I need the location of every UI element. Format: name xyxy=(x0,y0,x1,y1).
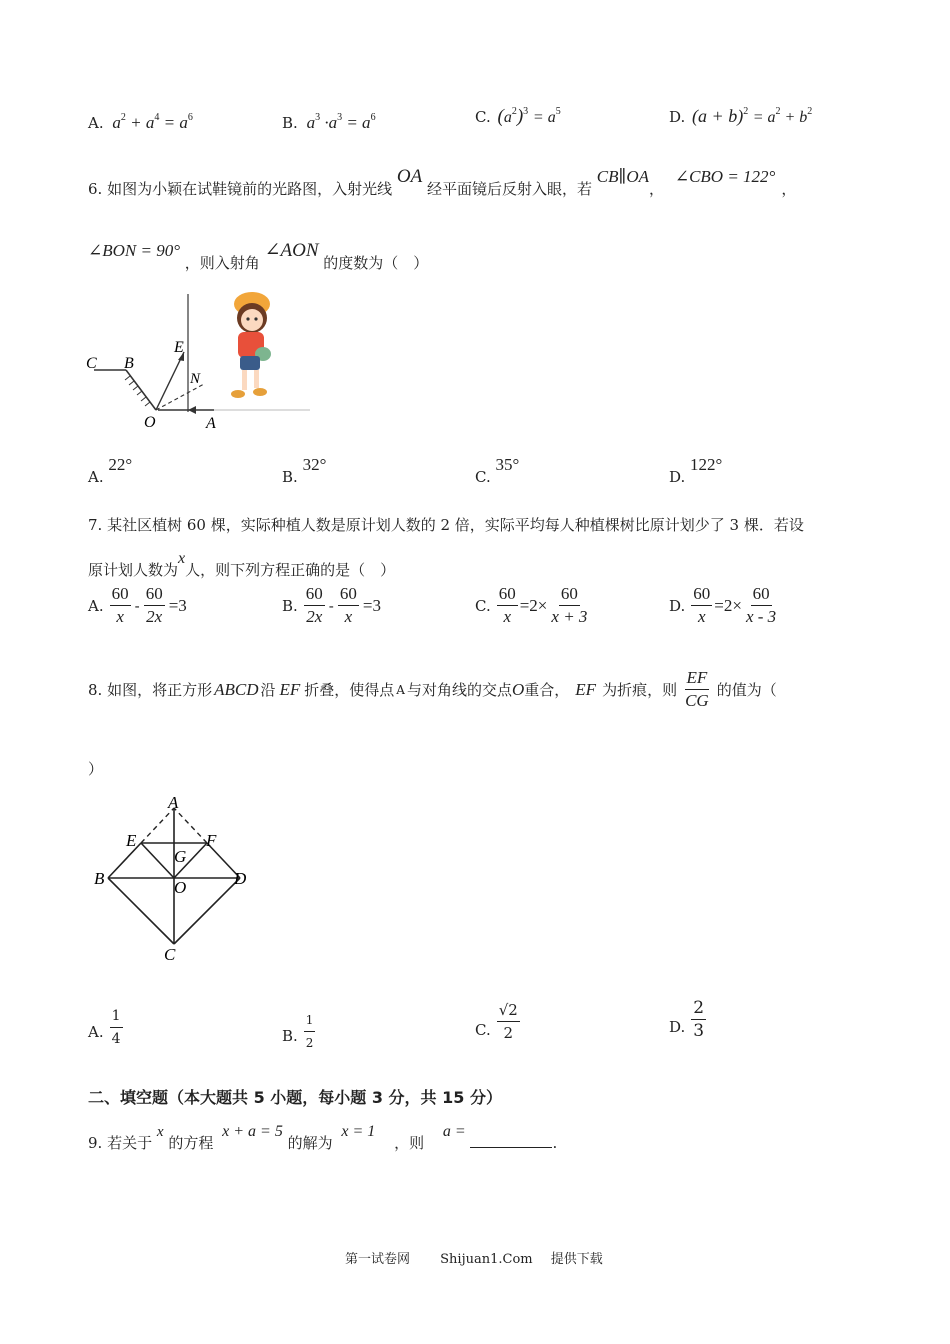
q6-option-b: B. 32° xyxy=(282,455,327,486)
girl-illustration xyxy=(231,292,271,398)
q8-segment-eo xyxy=(141,843,174,878)
q8-side-bc xyxy=(108,878,174,944)
q7-stem-line2: 原计划人数为x人，则下列方程正确的是（ ） xyxy=(88,550,396,579)
q6-mirror-bo xyxy=(126,370,156,410)
q6-label-a: A xyxy=(206,415,216,432)
q8-label-e: E xyxy=(126,831,137,850)
section-heading-fill-in: 二、填空题（本大题共 5 小题，每小题 3 分，共 15 分） xyxy=(88,1088,502,1107)
q8-label-c: C xyxy=(164,945,176,964)
q8-label-f: F xyxy=(206,831,217,850)
q6-mirror-hatch xyxy=(125,376,150,406)
q8-option-c: C. $\frac{√2}{2}$ xyxy=(475,1001,518,1042)
q6-label-n: N xyxy=(190,371,201,387)
q8-label-g: G xyxy=(174,847,187,866)
q7-option-d: D. $\frac{60}{x}$ =2× $\frac{60}{x - 3}$ xyxy=(669,584,777,626)
q6-label-o: O xyxy=(144,414,156,431)
q5-option-b: B. $a^3 \cdot a^3 = a^6$ xyxy=(282,112,376,132)
q7-stem-line1: 7. 某社区植树 60 棵，实际种植人数是原计划人数的 2 倍，实际平均每人种植棵树比原计划少了 3 棵．若设 xyxy=(88,516,804,534)
q8-stem-line1: 8. 如图，将正方形 ABCD 沿 EF 折叠，使得点 A 与对角线的交点 O 重合， EF 为折痕，则 $\frac{EF}{CG}$ 的值为（ xyxy=(88,668,777,710)
q5-option-c: C. $(a^2)^3 = a^5$ xyxy=(475,106,561,127)
footer-left: 第一试卷网 xyxy=(345,1252,411,1267)
q7-option-b: B. $\frac{60}{2x}$ - $\frac{60}{x}$ =3 xyxy=(282,584,381,626)
q8-option-b: B. $\frac{1}{2}$ xyxy=(282,1010,315,1053)
q6-label-c: C xyxy=(86,355,97,372)
q9-answer-blank[interactable] xyxy=(470,1135,552,1148)
q8-label-b: B xyxy=(94,869,105,888)
q8-label-o: O xyxy=(174,878,187,897)
q6-normal-on xyxy=(156,384,204,410)
q8-option-a: A. $\frac{1}{4}$ xyxy=(88,1008,121,1047)
q6-label-b: B xyxy=(124,355,134,372)
q8-stem-close: ） xyxy=(88,760,104,778)
q6-stem-line1: 6. 如图为小颖在试鞋镜前的光路图，入射光线 OA 经平面镜后反射入眼，若 CB∥OA， ∠CBO = 122°， xyxy=(88,166,797,198)
footer-right: 提供下载 xyxy=(550,1252,603,1267)
q6-stem-line2: ∠BON = 90° ，则入射角 ∠AON 的度数为（ ） xyxy=(88,240,429,272)
q8-label-d: D xyxy=(234,869,247,888)
footer-site[interactable]: Shijuan1.Com xyxy=(440,1252,533,1267)
q8-dashed-af xyxy=(174,808,207,843)
q5-option-a: A. $a^2 + a^4 = a^6$ xyxy=(88,112,193,132)
q8-square-fold-figure xyxy=(88,792,268,964)
q7-option-c: C. $\frac{60}{x}$ =2× $\frac{60}{x + 3}$ xyxy=(475,584,588,626)
q6-label-e: E xyxy=(174,339,184,356)
q6-option-c: C. 35° xyxy=(475,455,520,486)
q6-ray-oe xyxy=(156,352,184,410)
q8-dashed-ae xyxy=(141,808,174,843)
q6-light-path-figure xyxy=(80,288,320,438)
q6-option-d: D. 122° xyxy=(669,455,723,486)
q7-option-a: A. $\frac{60}{x}$ - $\frac{60}{2x}$ =3 xyxy=(88,584,187,626)
q8-label-a: A xyxy=(168,793,179,812)
q6-option-a: A. 22° xyxy=(88,455,133,486)
footer xyxy=(345,1248,603,1267)
q9-stem: 9. 若关于 x 的方程 x + a = 5 的解为 x = 1 ，则 a = . xyxy=(88,1123,558,1152)
q5-option-d: D. $(a + b)^2 = a^2 + b^2$ xyxy=(669,106,813,126)
q8-option-d: D. $\frac{2}{3}$ xyxy=(669,998,705,1041)
